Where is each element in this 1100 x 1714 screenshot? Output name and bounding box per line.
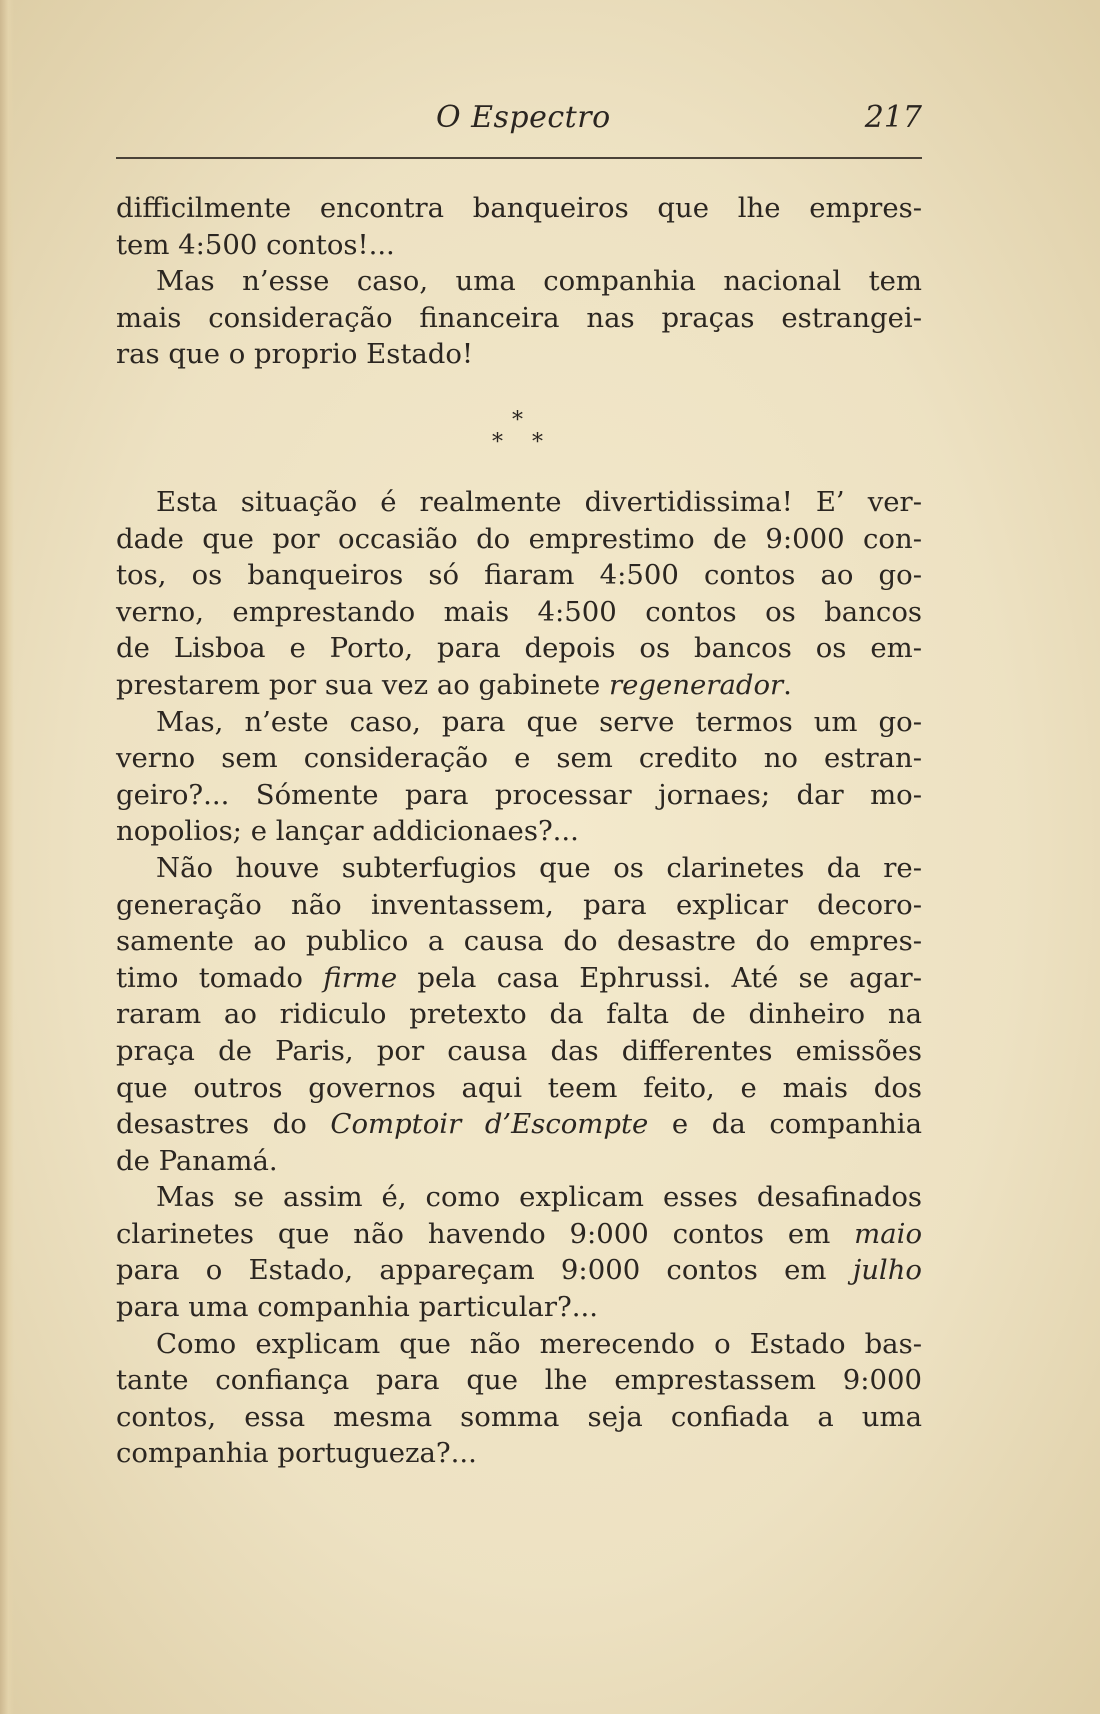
italic-run: maio bbox=[854, 1217, 922, 1250]
header-rule bbox=[116, 157, 922, 159]
text-run: mais consideração financeira nas praças estrangei- bbox=[116, 301, 922, 334]
text-line bbox=[116, 1289, 922, 1326]
text-line bbox=[116, 1216, 922, 1253]
text-run: timo tomado bbox=[116, 961, 324, 994]
text-line bbox=[116, 227, 922, 264]
text-line bbox=[116, 960, 922, 997]
italic-run: regenerador bbox=[609, 668, 784, 701]
text-line bbox=[116, 850, 922, 887]
text-run-after: e da companhia bbox=[648, 1108, 922, 1141]
text-line bbox=[116, 1252, 922, 1289]
asterism-divider bbox=[480, 410, 560, 460]
text-line bbox=[116, 923, 922, 960]
asterism-star-left: * bbox=[492, 430, 503, 455]
text-run: de Lisboa e Porto, para depois os bancos os em- bbox=[116, 632, 922, 665]
asterism-star-top: * bbox=[512, 408, 523, 433]
text-line bbox=[116, 594, 922, 631]
text-line bbox=[116, 1362, 922, 1399]
text-line bbox=[116, 813, 922, 850]
text-line bbox=[116, 1326, 922, 1363]
text-line bbox=[116, 1399, 922, 1436]
text-line bbox=[116, 740, 922, 777]
text-run: companhia portugueza?... bbox=[116, 1437, 477, 1470]
page-spine-edge bbox=[0, 0, 14, 1714]
italic-run: Comptoir d’Escompte bbox=[330, 1108, 649, 1141]
text-run: Mas, n’este caso, para que serve termos um go- bbox=[156, 705, 922, 738]
text-run-after: . bbox=[783, 668, 792, 701]
text-run: verno, emprestando mais 4:500 contos os bancos bbox=[116, 595, 922, 628]
text-run: clarinetes que não havendo 9:000 contos em bbox=[116, 1217, 855, 1250]
running-header bbox=[116, 100, 922, 144]
text-run: Mas se assim é, como explicam esses desafinados bbox=[156, 1181, 922, 1214]
text-line bbox=[116, 1106, 922, 1143]
text-line bbox=[116, 667, 922, 704]
text-run-after: pela casa Ephrussi. Até se agar- bbox=[397, 961, 922, 994]
text-line bbox=[116, 777, 922, 814]
text-run: tem 4:500 contos!... bbox=[116, 228, 395, 261]
text-line bbox=[116, 704, 922, 741]
text-block-opening bbox=[116, 190, 922, 373]
text-line bbox=[116, 263, 922, 300]
text-line bbox=[116, 484, 922, 521]
text-line bbox=[116, 336, 922, 373]
text-run: Como explicam que não merecendo o Estado bas- bbox=[156, 1327, 922, 1360]
italic-run: firme bbox=[323, 961, 398, 994]
text-line bbox=[116, 996, 922, 1033]
text-line bbox=[116, 1033, 922, 1070]
text-line bbox=[116, 300, 922, 337]
text-run: Não houve subterfugios que os clarinetes da re- bbox=[156, 851, 922, 884]
text-run: geiro?... Sómente para processar jornaes; dar mo- bbox=[116, 778, 922, 811]
text-line bbox=[116, 190, 922, 227]
text-line bbox=[116, 1179, 922, 1216]
text-run: difficilmente encontra banqueiros que lhe empres- bbox=[116, 192, 922, 224]
running-title: O Espectro bbox=[436, 100, 611, 135]
text-run: desastres do bbox=[116, 1108, 331, 1141]
text-line bbox=[116, 1143, 922, 1180]
text-run: tos, os banqueiros só fiaram 4:500 contos ao go- bbox=[116, 559, 922, 592]
text-line bbox=[116, 521, 922, 558]
text-run: de Panamá. bbox=[116, 1144, 278, 1177]
page-number: 217 bbox=[864, 100, 922, 135]
text-run: Mas n’esse caso, uma companhia nacional tem bbox=[156, 265, 922, 298]
text-run: ras que o proprio Estado! bbox=[116, 338, 474, 371]
text-line bbox=[116, 1435, 922, 1472]
text-run: verno sem consideração e sem credito no estran- bbox=[116, 742, 922, 775]
text-run: que outros governos aqui teem feito, e mais dos bbox=[116, 1071, 922, 1104]
text-line bbox=[116, 557, 922, 594]
italic-run: julho bbox=[852, 1254, 922, 1287]
asterism-star-right: * bbox=[532, 430, 543, 455]
text-run: generação não inventassem, para explicar decoro- bbox=[116, 888, 922, 921]
text-block-main bbox=[116, 484, 922, 1472]
text-line bbox=[116, 630, 922, 667]
text-run: dade que por occasião do emprestimo de 9:000 con- bbox=[116, 522, 922, 555]
text-run: raram ao ridiculo pretexto da falta de dinheiro na bbox=[116, 998, 922, 1031]
text-run: praça de Paris, por causa das differentes emissões bbox=[116, 1034, 922, 1067]
text-run: para uma companhia particular?... bbox=[116, 1291, 599, 1324]
text-run: prestarem por sua vez ao gabinete bbox=[116, 668, 610, 701]
text-run: samente ao publico a causa do desastre do empres- bbox=[116, 925, 922, 958]
text-run: contos, essa mesma somma seja confiada a uma bbox=[116, 1400, 922, 1433]
text-run: nopolios; e lançar addicionaes?... bbox=[116, 815, 579, 848]
text-run: Esta situação é realmente divertidissima! E’ ver- bbox=[156, 486, 922, 518]
text-run: para o Estado, appareçam 9:000 contos em bbox=[116, 1254, 853, 1287]
text-line bbox=[116, 1070, 922, 1107]
text-line bbox=[116, 887, 922, 924]
text-run: tante confiança para que lhe emprestassem 9:000 bbox=[116, 1364, 922, 1397]
